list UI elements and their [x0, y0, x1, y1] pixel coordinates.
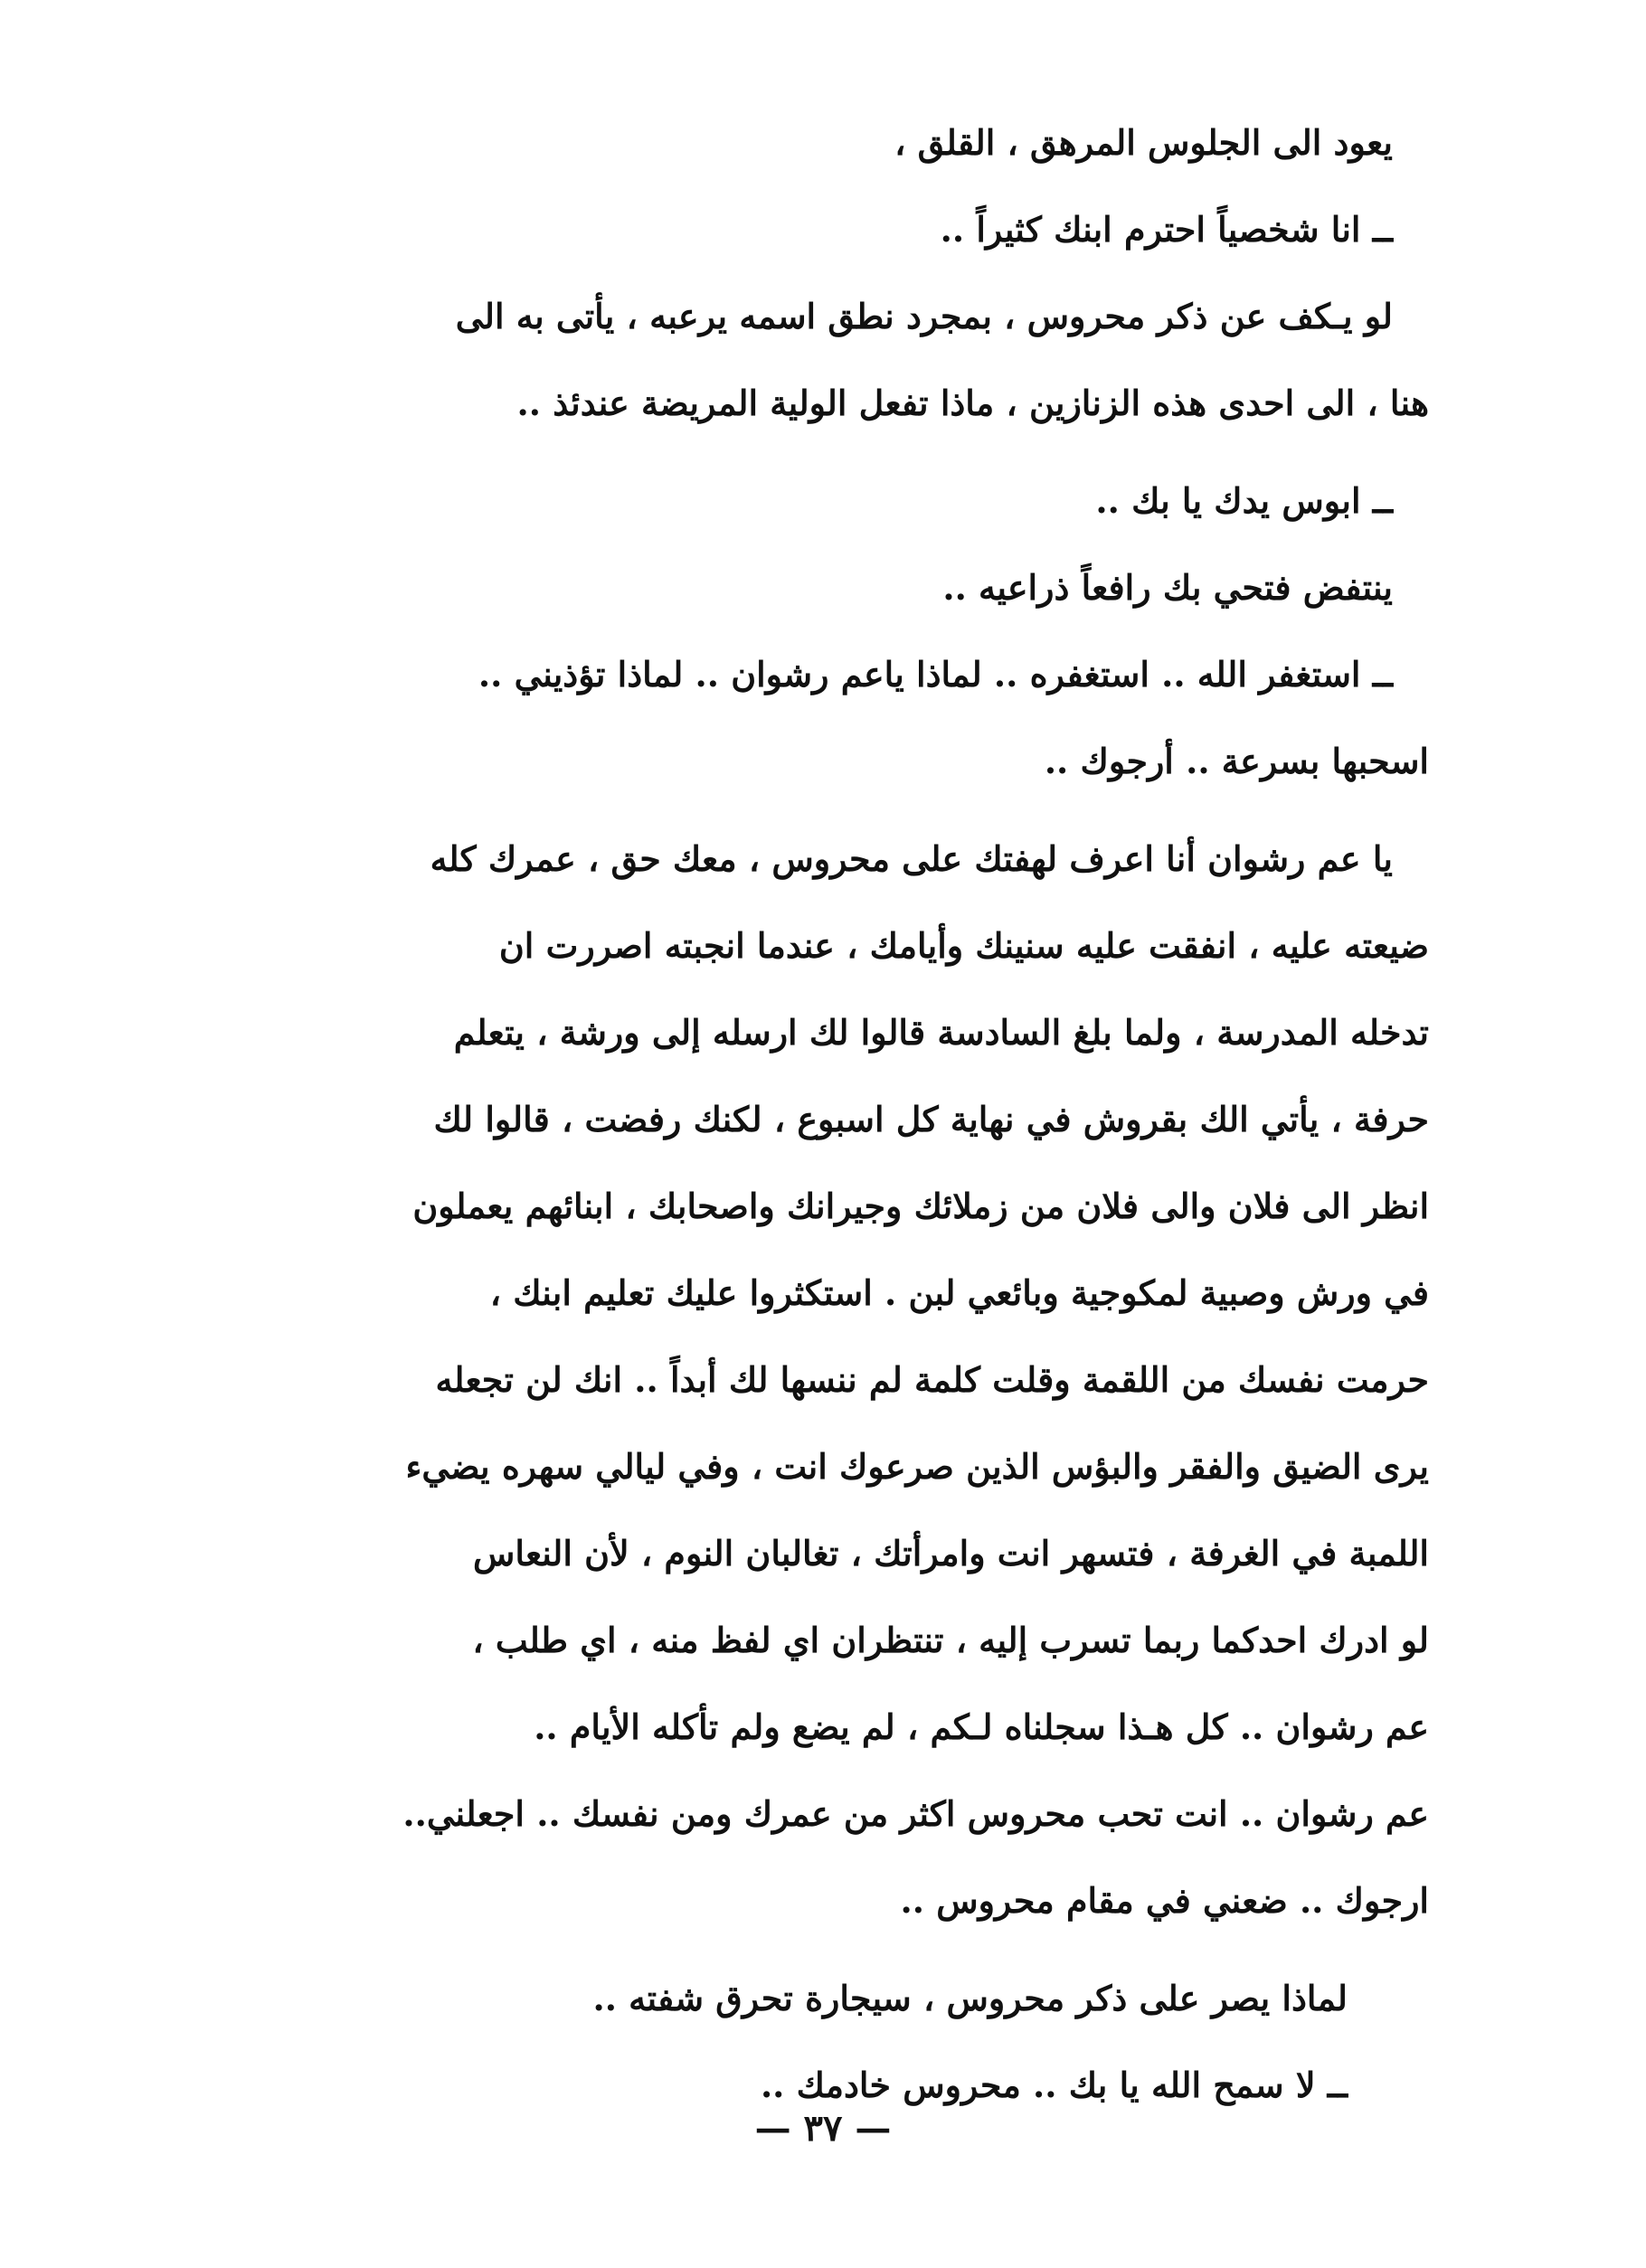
- paragraph-line: يا عم رشوان أنا اعرف لهفتك على محروس ، معك حق ، عمرك كله: [430, 838, 1393, 879]
- text-line: هنا ، الى احدى هذه الزنازين ، ماذا تفعل الولية المريضة عندئذ ..: [516, 383, 1429, 423]
- dialogue-line: ــ لا سمح الله يا بك .. محروس خادمك ..: [760, 2065, 1348, 2105]
- paragraph-line: عم رشوان .. انت تحب محروس اكثر من عمرك ومن نفسك .. اجعلني..: [402, 1793, 1429, 1834]
- paragraph-line: لو ادرك احدكما ربما تسرب إليه ، تنتظران اي لفظ منه ، اي طلب ،: [472, 1620, 1429, 1660]
- dialogue-line: ــ استغفر الله .. استغفره .. لماذا ياعم رشوان .. لماذا تؤذيني ..: [478, 654, 1393, 695]
- paragraph-line: انظر الى فلان والى فلان من زملائك وجيرانك واصحابك ، ابنائهم يعملون: [412, 1186, 1429, 1226]
- text-line: يعود الى الجلوس المرهق ، القلق ،: [894, 122, 1393, 163]
- page-number: — ٣٧ —: [754, 2107, 892, 2150]
- paragraph-line: تدخله المدرسة ، ولما بلغ السادسة قالوا لك ارسله إلى ورشة ، يتعلم: [453, 1012, 1429, 1053]
- paragraph-line: ضيعته عليه ، انفقت عليه سنينك وأيامك ، عندما انجبته اصررت ان: [498, 925, 1429, 966]
- paragraph-line: اللمبة في الغرفة ، فتسهر انت وامرأتك ، تغالبان النوم ، لأن النعاس: [473, 1533, 1429, 1573]
- paragraph-line: يرى الضيق والفقر والبؤس الذين صرعوك انت ، وفي ليالي سهره يضيء: [405, 1446, 1429, 1487]
- paragraph-line: عم رشوان .. كل هـذا سجلناه لـكم ، لم يضع ولم تأكله الأيام ..: [534, 1706, 1429, 1747]
- text-line: لماذا يصر على ذكر محروس ، سيجارة تحرق شفته ..: [592, 1978, 1348, 2018]
- text-line: ينتفض فتحي بك رافعاً ذراعيه ..: [942, 567, 1393, 608]
- paragraph-line: في ورش وصبية لمكوجية وبائعي لبن . استكثروا عليك تعليم ابنك ،: [489, 1272, 1429, 1313]
- paragraph-line: حرمت نفسك من اللقمة وقلت كلمة لم ننسها لك أبداً .. انك لن تجعله: [435, 1359, 1429, 1400]
- paragraph-line: ارجوك .. ضعني في مقام محروس ..: [900, 1880, 1429, 1921]
- dialogue-line: ــ انا شخصياً احترم ابنك كثيراً ..: [940, 209, 1393, 250]
- text-line: لو يـكف عن ذكر محروس ، بمجرد نطق اسمه يرعبه ، يأتى به الى: [455, 296, 1393, 336]
- paragraph-line: حرفة ، يأتي الك بقروش في نهاية كل اسبوع ، لكنك رفضت ، قالوا لك: [433, 1099, 1429, 1139]
- dialogue-line: ــ ابوس يدك يا بك ..: [1095, 480, 1393, 521]
- body-text: [217, 99, 1429, 2129]
- dialogue-line: اسحبها بسرعة .. أرجوك ..: [1044, 741, 1429, 781]
